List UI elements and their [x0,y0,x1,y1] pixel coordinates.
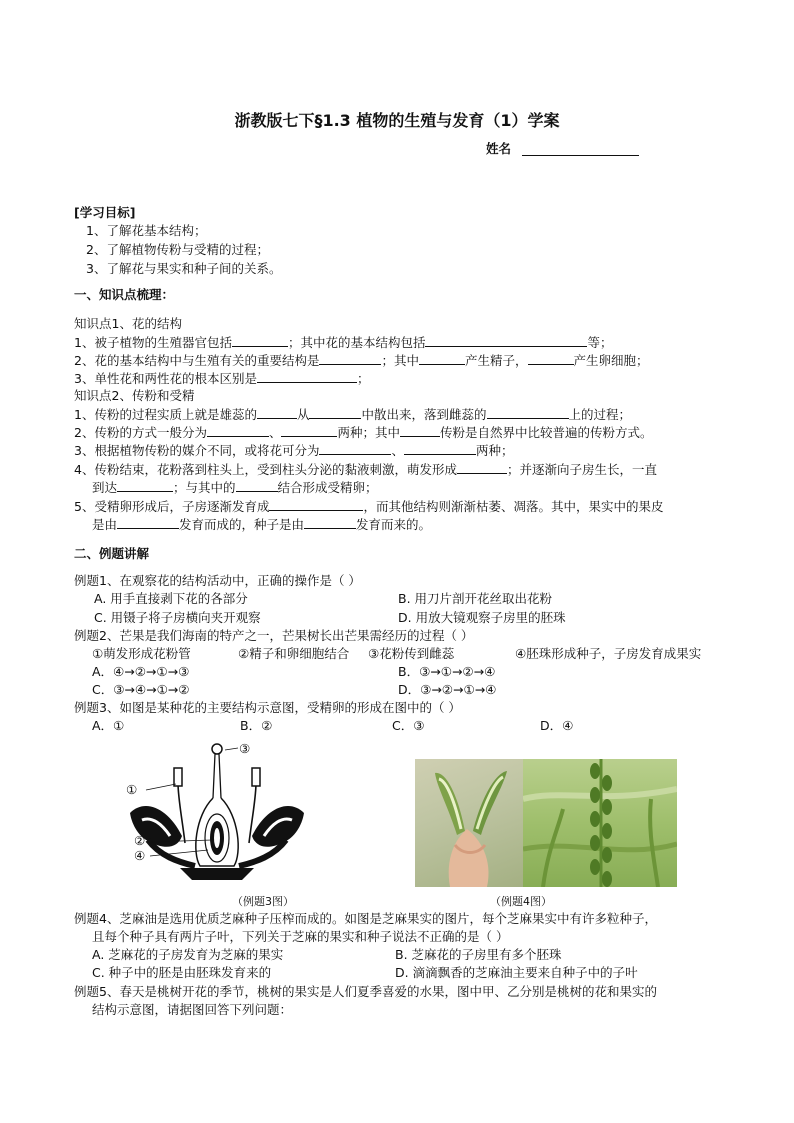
q4-option-d[interactable]: D. 滴滴飘香的芝麻油主要来自种子中的子叶 [395,965,638,980]
k2-line5b: 是由 发育而成的，种子是由 发育而来的。 [92,517,432,532]
page-title: 浙教版七下§1.3 植物的生殖与发育（1）学案 [234,111,560,130]
blank[interactable] [319,352,381,365]
k2-line4: 4、传粉结束，花粉落到柱头上，受到柱头分泌的黏液刺激，萌发形成 ；并逐渐向子房生长，一直 [74,462,657,477]
objective-item: 1、了解花基本结构； [86,223,207,238]
flower-structure-diagram [120,738,310,888]
objective-item: 2、了解植物传粉与受精的过程； [86,242,269,257]
q5-stem-line1: 例题5、春天是桃树开花的季节，桃树的果实是人们夏季喜爱的水果，图中甲、乙分别是桃树的花和果实的 [74,984,657,999]
q1-option-a[interactable]: A. 用手直接剥下花的各部分 [94,591,248,606]
blank[interactable] [319,442,391,455]
section2-heading: 二、例题讲解 [74,546,150,561]
q1-option-d[interactable]: D. 用放大镜观察子房里的胚珠 [398,610,566,625]
sesame-plant-photo [523,759,677,887]
q3-option-a[interactable]: A．① [92,718,125,733]
q4-option-c[interactable]: C. 种子中的胚是由胚珠发育来的 [92,965,272,980]
objectives-heading: [学习目标] [74,205,136,220]
k2-line5: 5、受精卵形成后，子房逐渐发育成 ，而其他结构则渐渐枯萎、凋落。其中，果实中的果皮 [74,499,664,514]
blank[interactable] [207,424,269,437]
blank[interactable] [419,352,465,365]
q2-stem: 例题2、芒果是我们海南的特产之一，芒果树长出芒果需经历的过程（ ） [74,628,474,643]
blank[interactable] [117,516,179,529]
diagram-label-2: ② [134,833,146,848]
q4-option-a[interactable]: A. 芝麻花的子房发育为芝麻的果实 [92,947,284,962]
blank[interactable] [425,334,587,347]
blank[interactable] [528,352,574,365]
k1-line3: 3、单性花和两性花的根本区别是 ； [74,371,370,386]
q3-option-c[interactable]: C．③ [392,718,425,733]
blank[interactable] [457,461,507,474]
q4-stem-line2: 且每个种子具有两片子叶，下列关于芝麻的果实和种子说法不正确的是（ ） [92,929,509,944]
q2-option-a[interactable]: A．④→②→①→③ [92,664,190,679]
q3-figure-caption: （例题3图） [232,895,294,908]
name-label: 姓名 [486,141,512,156]
blank[interactable] [117,479,173,492]
blank[interactable] [309,406,361,419]
q4-figure-caption: （例题4图） [490,895,552,908]
q1-option-b[interactable]: B. 用刀片剖开花丝取出花粉 [398,591,553,606]
q2-step-2: ②精子和卵细胞结合 [238,646,350,661]
blank[interactable] [487,406,569,419]
k1-line2: 2、花的基本结构中与生殖有关的重要结构是 ；其中 产生精子， 产生卵细胞； [74,353,649,368]
q1-stem: 例题1、在观察花的结构活动中，正确的操作是（ ） [74,573,361,588]
blank[interactable] [400,424,440,437]
section1-heading: 一、知识点梳理： [74,287,175,302]
q3-option-d[interactable]: D．④ [540,718,574,733]
name-field[interactable] [522,155,639,156]
q2-step-3: ③花粉传到雌蕊 [368,646,455,661]
k2-line1: 1、传粉的过程实质上就是雄蕊的 从 中散出来，落到雌蕊的 上的过程； [74,407,632,422]
k2-line3: 3、根据植物传粉的媒介不同，或将花可分为 、 两种； [74,443,514,458]
blank[interactable] [257,406,297,419]
blank[interactable] [257,370,357,383]
k2-line2: 2、传粉的方式一般分为 、 两种；其中 传粉是自然界中比较普遍的传粉方式。 [74,425,653,440]
diagram-label-1: ① [126,782,138,797]
sesame-pod-photo [415,759,523,887]
q2-option-c[interactable]: C．③→④→①→② [92,682,190,697]
q2-step-1: ①萌发形成花粉管 [92,646,191,661]
q2-option-d[interactable]: D．③→②→①→④ [398,682,497,697]
k1-line1: 1、被子植物的生殖器官包括 ；其中花的基本结构包括 等； [74,335,613,350]
blank[interactable] [236,479,278,492]
q1-option-c[interactable]: C. 用镊子将子房横向夹开观察 [94,610,261,625]
objective-item: 3、了解花与果实和种子间的关系。 [86,261,282,276]
blank[interactable] [281,424,337,437]
q5-stem-line2: 结构示意图，请据图回答下列问题： [92,1002,293,1017]
k1-title: 知识点1、花的结构 [74,316,182,331]
diagram-label-4: ④ [134,848,146,863]
q4-stem-line1: 例题4、芝麻油是选用优质芝麻种子压榨而成的。如图是芝麻果实的图片，每个芝麻果实中有许多粒种子， [74,911,657,926]
blank[interactable] [304,516,356,529]
blank[interactable] [269,498,363,511]
blank[interactable] [232,334,288,347]
diagram-label-3: ③ [239,741,251,756]
k2-line4b: 到达 ；与其中的 结合形成受精卵； [92,480,378,495]
q4-option-b[interactable]: B. 芝麻花的子房里有多个胚珠 [395,947,562,962]
q2-step-4: ④胚珠形成种子，子房发育成果实 [515,646,702,661]
k2-title: 知识点2、传粉和受精 [74,388,195,403]
blank[interactable] [404,442,476,455]
q2-option-b[interactable]: B．③→①→②→④ [398,664,496,679]
q3-stem: 例题3、如图是某种花的主要结构示意图，受精卵的形成在图中的（ ） [74,700,461,715]
q3-option-b[interactable]: B．② [240,718,273,733]
